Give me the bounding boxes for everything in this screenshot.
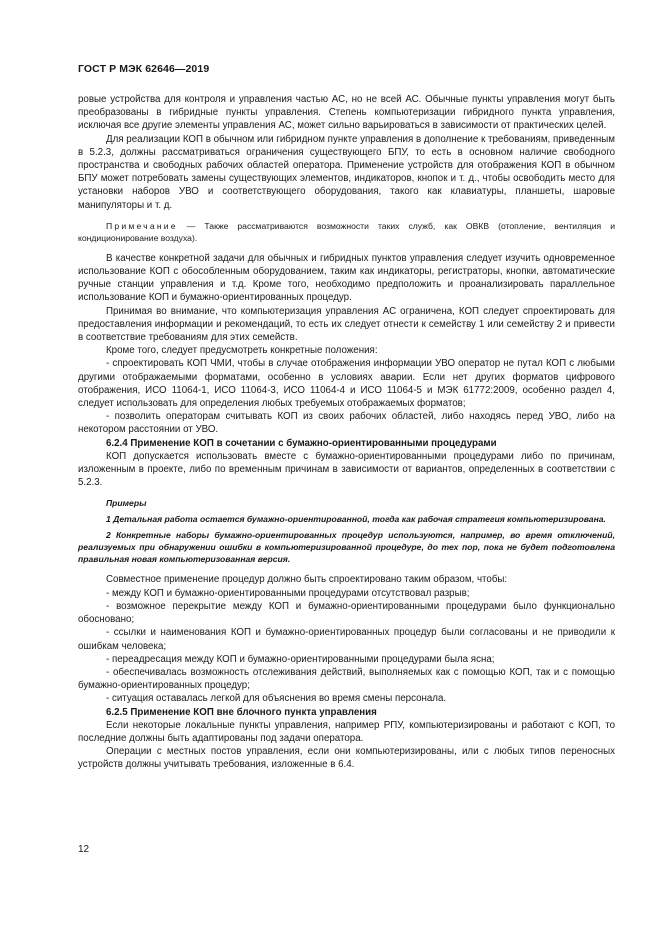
document-body [78,93,615,772]
paragraph: Если некоторые локальные пункты управления, например РПУ, компьютеризированы и работают с КОП, то последние должны быть адаптированы под задачи оператора. [78,719,615,744]
example-item: 1 Детальная работа остается бумажно-ориентированной, тогда как рабочая стратегия компьютеризирована. [106,514,606,525]
paragraph: В качестве конкретной задачи для обычных и гибридных пунктов управления следует изучить одновременное использование КОП с обособленным оборудованием, таким как индикаторы, регистраторы, кнопки, автоматические ручные станции управления и т.д. Кроме того, необходимо предположить и проанализировать параллельное использование КОП и бумажно-ориентированных процедур. [78,252,615,304]
list-item: - спроектировать КОП ЧМИ, чтобы в случае отображения информации УВО оператор не путал КОП с любыми другими отображаемыми форматами, особенно в условиях аварии. Если нет других форматов цифрового отображения, ИСО 11064-1, ИСО 11064-3, ИСО 11064-4 и ИСО 11064-5 и МЭК 61772:2009, особенно раздел 4, следует использовать для определения любых требуемых отображаемых форматов; [78,358,615,410]
list-item: - ситуация оставалась легкой для объяснения во время смены персонала. [106,693,447,705]
list-item: - между КОП и бумажно-ориентированными процедурами отсутствовал разрыв; [106,587,470,599]
paragraph: Для реализации КОП в обычном или гибридном пункте управления в дополнение к требованиям, приведенным в 5.2.3, должны рассматриваться ограничения существующего БПУ, то есть в основном наличие свободного пространства и свободных рабочих областей оператора. Применение устройств для отображения КОП в обычном БПУ может потребовать замены существующих элементов, индикаторов, кнопок и т. д., чтобы освободить место для установки наборов УВО и соответствующего оборудования, такого как клавиатуры, планшеты, шаровые манипуляторы и т. д. [78,133,615,211]
note-label: Примечание [106,220,178,231]
page-number: 12 [78,844,90,855]
paragraph: Операции с местных постов управления, если они компьютеризированы, или с любых типов переносных устройств должны учитывать требования, изложенные в 6.4. [78,746,615,771]
paragraph: Совместное применение процедур должно быть спроектировано таким образом, чтобы: [106,574,508,586]
note-text: — Также рассматриваются возможности таких служб, как ОВКВ (отопление, вентиляция и кондиционирование воздуха). [78,220,615,243]
paragraph: Кроме того, следует предусмотреть конкретные положения: [106,345,378,357]
list-item: - переадресация между КОП и бумажно-ориентированными процедурами была ясна; [106,653,495,665]
list-item: - ссылки и наименования КОП и бумажно-ориентированных процедур были согласованы и не приводили к ошибкам человека; [78,627,615,652]
paragraph: ровые устройства для контроля и управления частью АС, но не всей АС. Обычные пункты управления могут быть преобразованы в гибридные пункты управления. Степень компьютеризации гибридного пункта управления, исключая все другие элементы управления АС, может сильно варьироваться в зависимости от практических целей. [78,94,615,132]
note [78,220,615,244]
list-item: - возможное перекрытие между КОП и бумажно-ориентированными процедурами было функционально обосновано; [78,600,615,626]
section-heading-6-2-4: 6.2.4 Применение КОП в сочетании с бумажно-ориентированными процедурами [106,437,497,449]
paragraph: Принимая во внимание, что компьютеризация управления АС ограничена, КОП следует спроектировать для предоставления информации и рекомендаций, то есть их следует отнести к семейству 1 или семейству 2 и привести в соответствие требованиям для этих семейств. [78,305,615,344]
list-item: - позволить операторам считывать КОП из своих рабочих областей, либо находясь перед УВО, либо на некотором расстоянии от УВО. [78,411,615,436]
paragraph: КОП допускается использовать вместе с бумажно-ориентированными процедурами либо по причинам, изложенным в проекте, либо по временным причинам в зависимости от вариантов, определенных в соответствии с 5.2.3. [78,450,615,489]
section-heading-6-2-5: 6.2.5 Применение КОП вне блочного пункта управления [106,706,377,718]
document-header: ГОСТ Р МЭК 62646—2019 [78,63,210,75]
list-item: - обеспечивалась возможность отслеживания действий, выполняемых как с помощью КОП, так и с помощью бумажно-ориентированных процедур; [78,666,615,692]
examples-title: Примеры [106,498,147,509]
example-item: 2 Конкретные наборы бумажно-ориентированных процедур используются, например, во время отключений, реализуемых при обнаружении ошибки в компьютеризированной процедуре, до тех пор, пока не будет подготовлена правильная новая компьютеризованная версия. [78,530,615,565]
